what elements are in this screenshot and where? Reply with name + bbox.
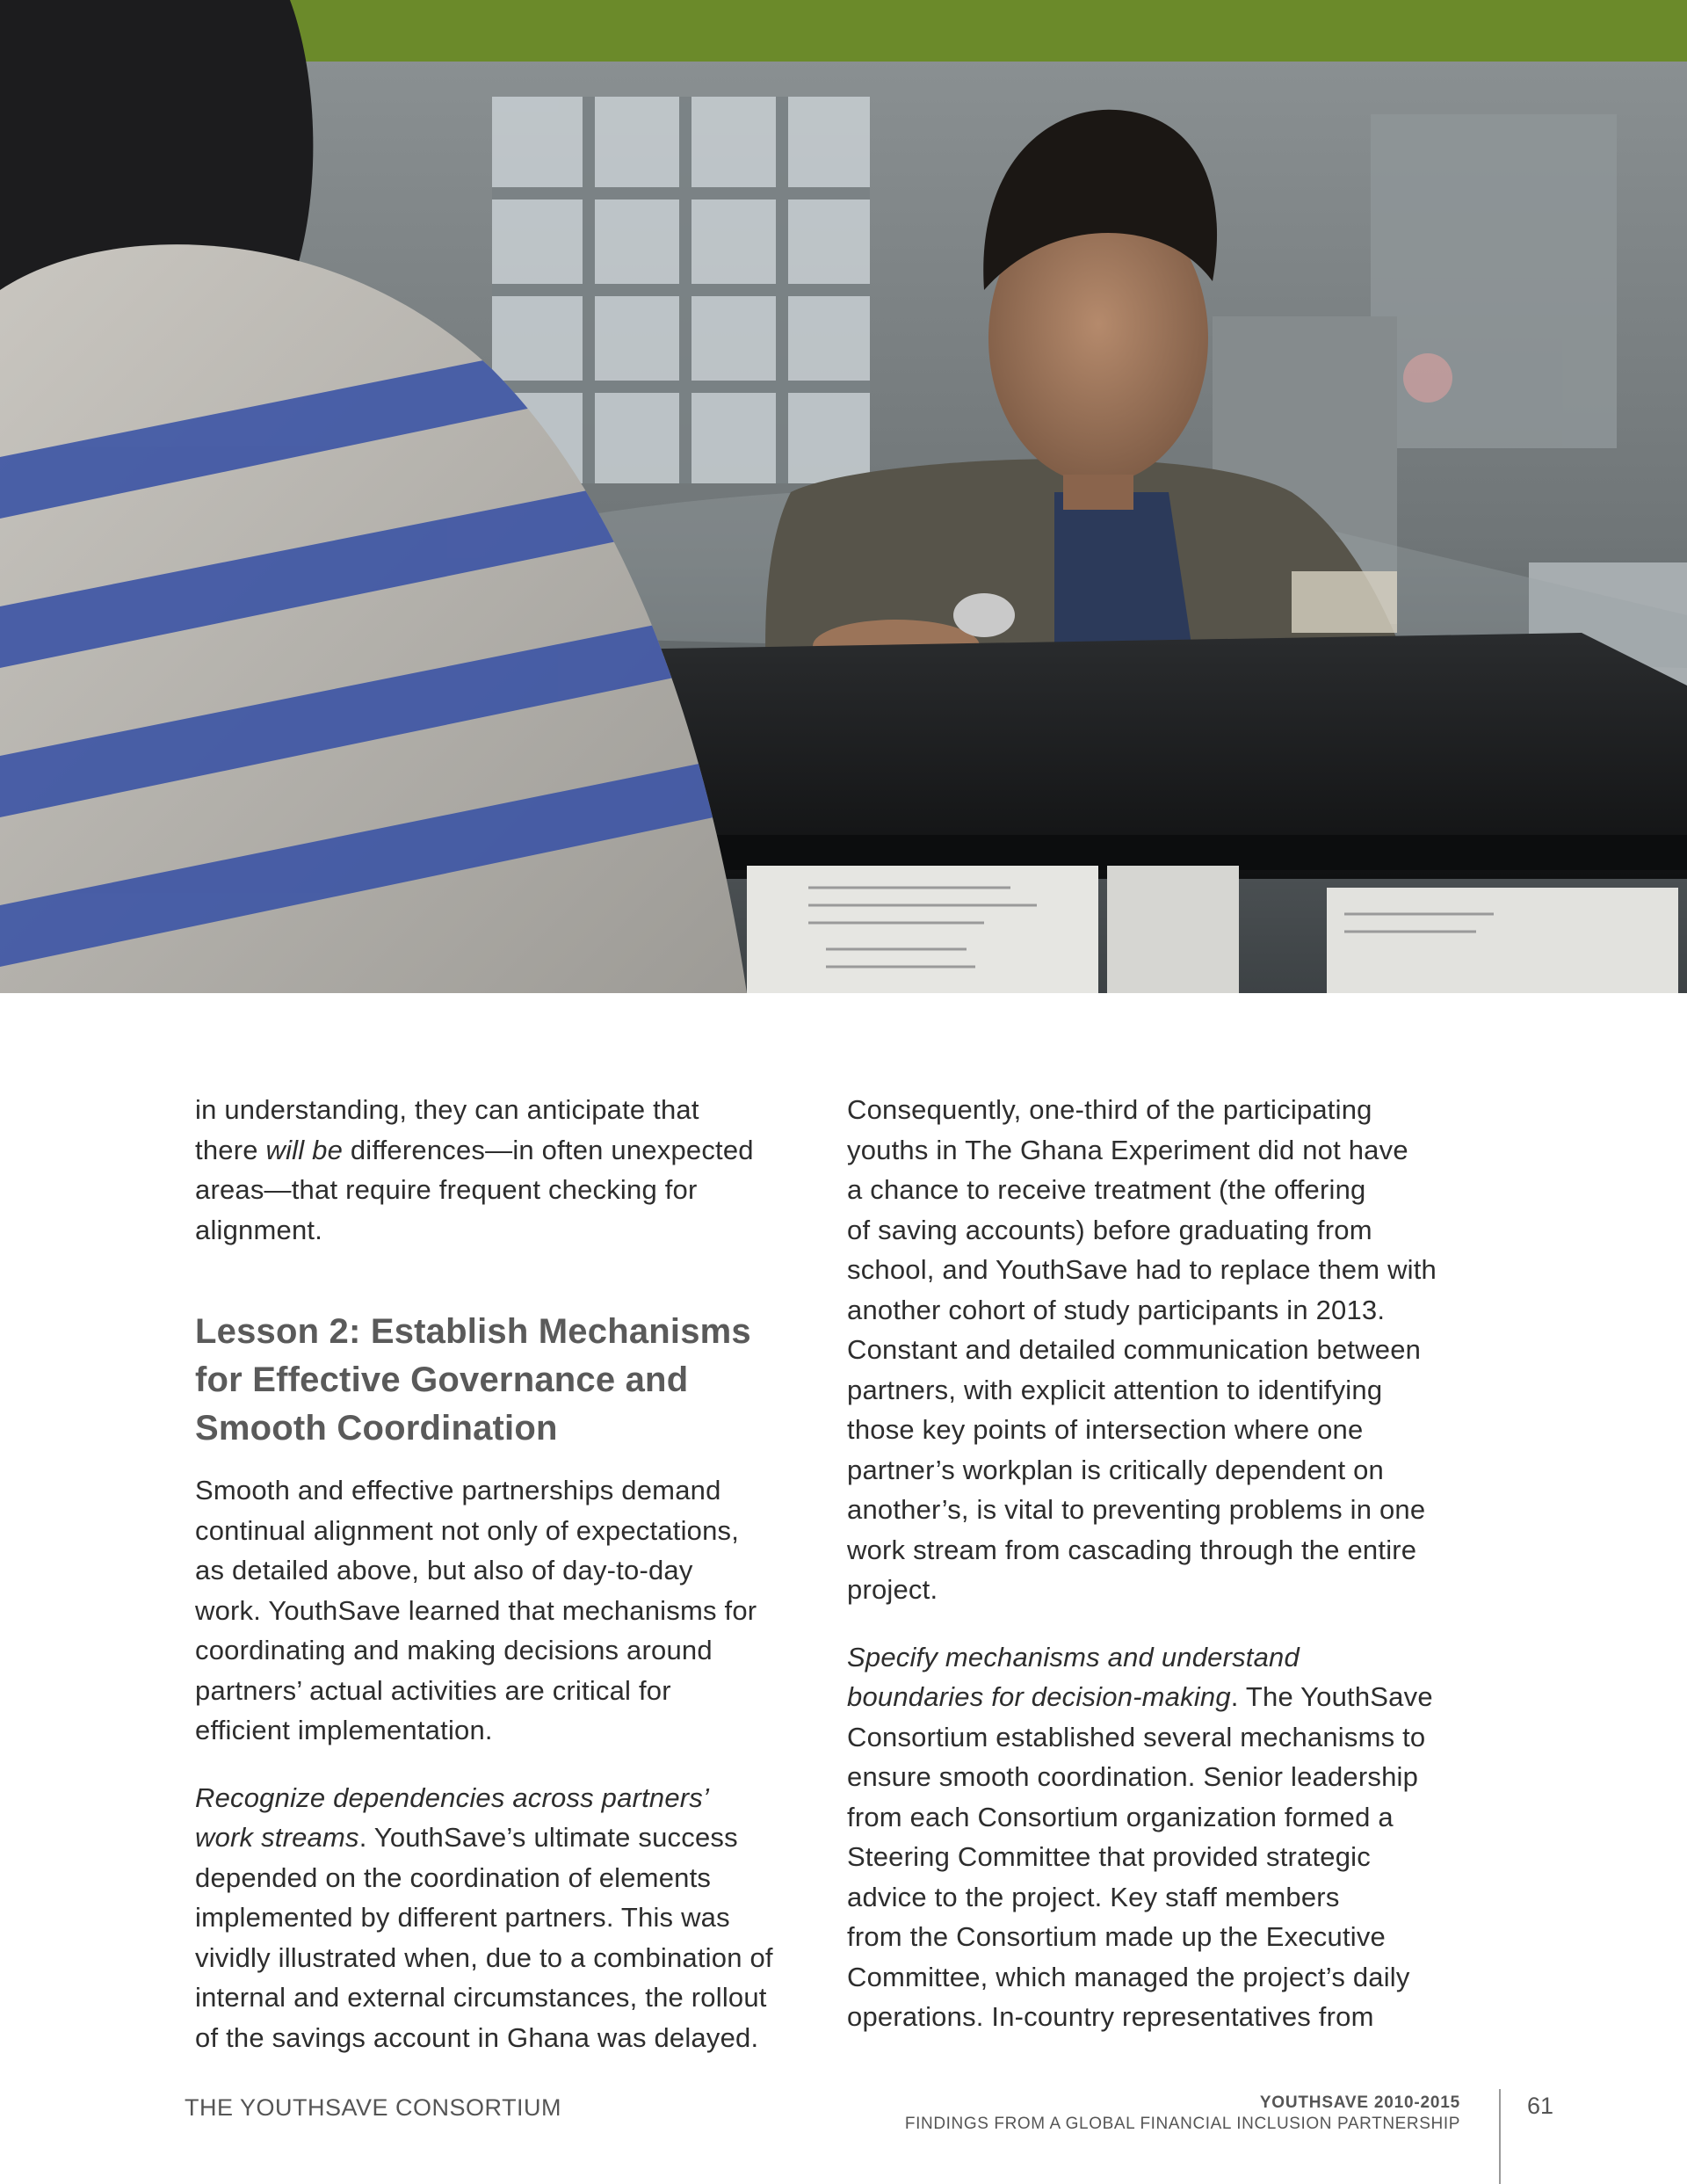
text-line: from the Consortium made up the Executive	[847, 1921, 1386, 1952]
right-column	[847, 1090, 1444, 2037]
emphasis-text: Recognize dependencies across partners’	[195, 1781, 710, 1813]
paragraph-smooth-partnerships	[195, 1470, 793, 1751]
text-line: in understanding, they can anticipate that	[195, 1094, 699, 1125]
text-line: continual alignment not only of expectations,	[195, 1514, 740, 1546]
text-line: operations. In-country representatives from	[847, 2001, 1374, 2032]
text-line: school, and YouthSave had to replace them with	[847, 1254, 1437, 1285]
heading-line: Lesson 2: Establish Mechanisms	[195, 1312, 751, 1351]
text-line: areas—that require frequent checking for	[195, 1174, 698, 1205]
text-line: depended on the coordination of elements	[195, 1861, 712, 1893]
text-line: . YouthSave’s ultimate success	[358, 1822, 738, 1853]
text-line: efficient implementation.	[195, 1715, 493, 1745]
text-line: youths in The Ghana Experiment did not have	[847, 1134, 1408, 1165]
text-line: implemented by different partners. This was	[195, 1902, 730, 1933]
paragraph-mechanisms	[847, 1637, 1444, 2037]
paragraph-dependencies	[195, 1778, 793, 2058]
text-line: of saving accounts) before graduating from	[847, 1214, 1372, 1245]
text-line: there	[195, 1134, 266, 1165]
page-number: 61	[1527, 2093, 1554, 2119]
heading-line: Smooth Coordination	[195, 1409, 558, 1448]
emphasis-text: Specify mechanisms and understand	[847, 1641, 1300, 1672]
footer-divider	[1499, 2089, 1501, 2184]
text-line: partner’s workplan is critically dependent on	[847, 1454, 1384, 1485]
text-line: those key points of intersection where one	[847, 1414, 1364, 1445]
text-line: a chance to receive treatment (the offering	[847, 1174, 1366, 1205]
text-line: work. YouthSave learned that mechanisms for	[195, 1594, 757, 1626]
text-line: Smooth and effective partnerships demand	[195, 1475, 721, 1506]
text-line: another’s, is vital to preventing problems in one	[847, 1494, 1426, 1525]
text-line: advice to the project. Key staff members	[847, 1881, 1340, 1912]
emphasis-text: work streams	[195, 1822, 359, 1853]
text-line: alignment.	[195, 1214, 323, 1245]
emphasis-text: boundaries for decision-making	[847, 1681, 1231, 1712]
text-line: differences—in often unexpected	[343, 1134, 754, 1165]
text-line: coordinating and making decisions around	[195, 1635, 713, 1665]
left-column	[195, 1090, 793, 2057]
text-line: Constant and detailed communication between	[847, 1334, 1422, 1365]
header-photo	[0, 0, 1687, 993]
text-line: ensure smooth coordination. Senior leadership	[847, 1761, 1419, 1792]
text-line: Steering Committee that provided strategic	[847, 1841, 1371, 1872]
text-line: Consequently, one-third of the participating	[847, 1094, 1372, 1125]
paragraph-intro	[195, 1090, 793, 1250]
text-line: partners, with explicit attention to identifying	[847, 1374, 1383, 1405]
footer-report-info	[905, 2093, 1460, 2136]
text-line: as detailed above, but also of day-to-day	[195, 1555, 693, 1585]
text-line: vividly illustrated when, due to a combination of	[195, 1941, 773, 1973]
lesson-heading	[195, 1308, 793, 1453]
footer-publisher: THE YOUTHSAVE CONSORTIUM	[185, 2094, 562, 2121]
text-line: . The YouthSave	[1230, 1681, 1433, 1712]
footer-report-title: YOUTHSAVE 2010-2015	[1259, 2093, 1460, 2112]
text-line: work stream from cascading through the entire	[847, 1534, 1417, 1565]
photo-image	[0, 0, 1687, 993]
text-line: from each Consortium organization formed a	[847, 1801, 1394, 1832]
text-line: project.	[847, 1574, 938, 1605]
text-line: another cohort of study participants in 2013.	[847, 1294, 1386, 1325]
text-line: internal and external circumstances, the rollout	[195, 1982, 767, 2013]
emphasis-text: will be	[265, 1134, 344, 1165]
text-line: Consortium established several mechanisms to	[847, 1721, 1426, 1752]
paragraph-consequently	[847, 1090, 1444, 1610]
text-line: of the savings account in Ghana was delayed.	[195, 2021, 759, 2053]
heading-line: for Effective Governance and	[195, 1360, 689, 1399]
footer-report-subtitle: FINDINGS FROM A GLOBAL FINANCIAL INCLUSION PARTNERSHIP	[904, 2115, 1460, 2133]
text-line: partners’ actual activities are critical for	[195, 1674, 671, 1706]
text-line: Committee, which managed the project’s daily	[847, 1961, 1410, 1992]
